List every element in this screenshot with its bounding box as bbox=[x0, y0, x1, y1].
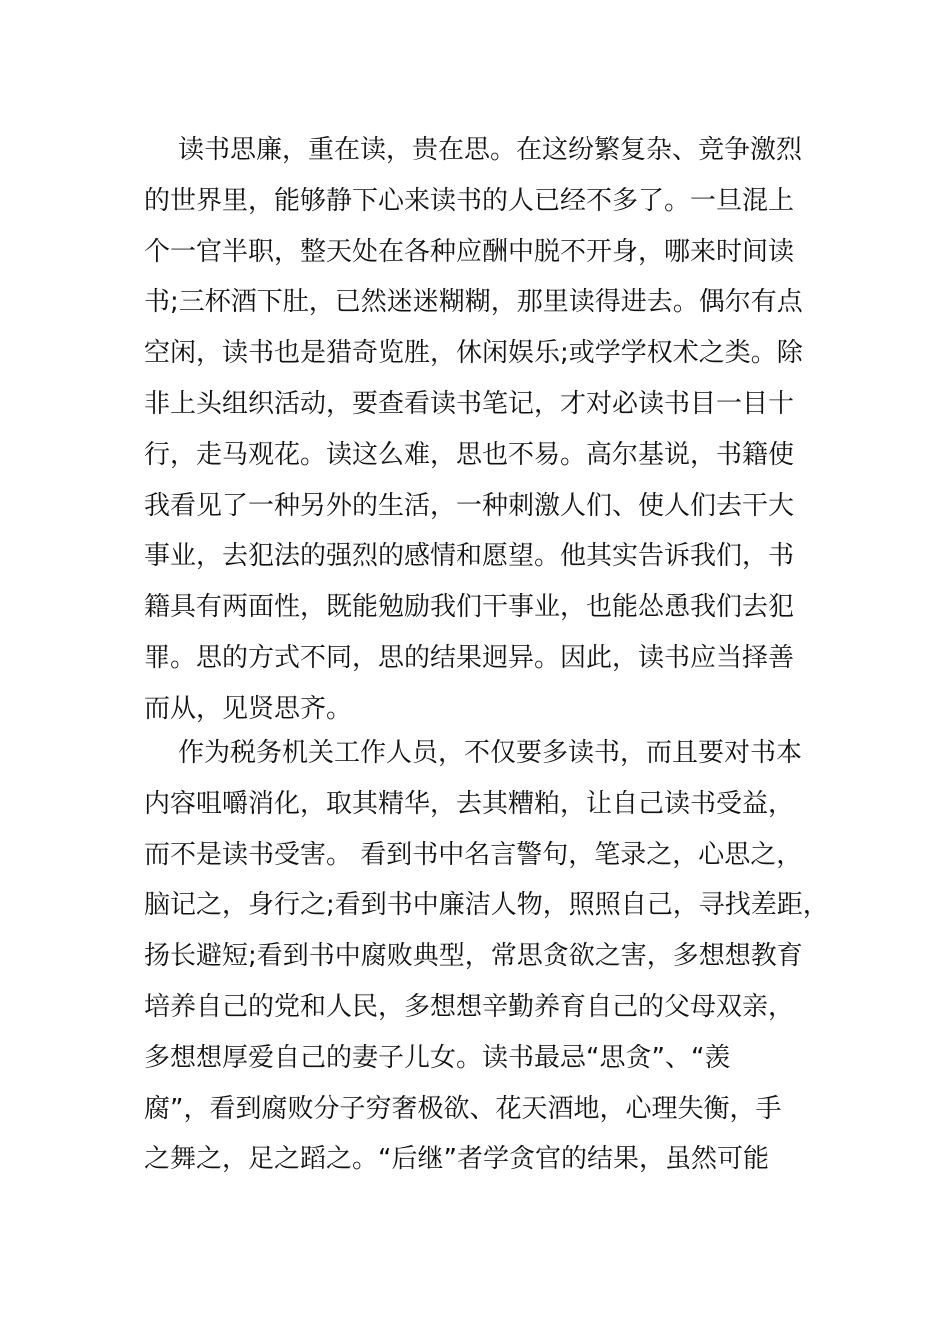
paragraph-line: 之舞之，足之蹈之。“后继”者学贪官的结果，虽然可能 bbox=[144, 1144, 769, 1175]
paragraph-line: 的世界里，能够静下心来读书的人已经不多了。一旦混上 bbox=[144, 185, 795, 216]
paragraph-line: 我看见了一种另外的生活，一种刺激人们、使人们去干大 bbox=[144, 490, 795, 521]
paragraph-line: 腐”，看到腐败分子穷奢极欲、花天酒地，心理失衡，手 bbox=[144, 1093, 782, 1124]
paragraph-line: 事业，去犯法的强烈的感情和愿望。他其实告诉我们，书 bbox=[144, 541, 795, 572]
paragraph-line: 作为税务机关工作人员，不仅要多读书，而且要对书本 bbox=[178, 738, 803, 768]
paragraph-line: 籍具有两面性，既能勉励我们干事业，也能怂恿我们去犯 bbox=[144, 592, 795, 623]
paragraph-line: 读书思廉，重在读，贵在思。在这纷繁复杂、竞争激烈 bbox=[178, 135, 803, 165]
paragraph-line: 个一官半职，整天处在各种应酬中脱不开身，哪来时间读 bbox=[144, 236, 795, 267]
paragraph-line: 脑记之，身行之;看到书中廉洁人物，照照自己，寻找差距， bbox=[144, 890, 829, 921]
paragraph-2 bbox=[144, 728, 829, 1185]
paragraph-line: 培养自己的党和人民，多想想辛勤养育自己的父母双亲， bbox=[144, 991, 795, 1022]
paragraph-line: 非上头组织活动，要查看读书笔记，才对必读书目一目十 bbox=[144, 388, 795, 419]
paragraph-line: 书;三杯酒下肚，已然迷迷糊糊，那里读得进去。偶尔有点 bbox=[144, 287, 803, 318]
paragraph-line: 空闲，读书也是猎奇览胜，休闲娱乐;或学学权术之类。除 bbox=[144, 338, 803, 369]
paragraph-1 bbox=[144, 125, 809, 735]
paragraph-line: 而从，见贤思齐。 bbox=[144, 693, 353, 724]
paragraph-line: 扬长避短;看到书中腐败典型，常思贪欲之害，多想想教育 bbox=[144, 941, 803, 972]
paragraph-line: 罪。思的方式不同，思的结果迥异。因此，读书应当择善 bbox=[144, 642, 795, 673]
paragraph-line: 内容咀嚼消化，取其精华，去其糟粕，让自己读书受益， bbox=[144, 788, 795, 819]
paragraph-line: 而不是读书受害。 看到书中名言警句，笔录之，心思之， bbox=[144, 839, 803, 870]
paragraph-line: 行，走马观花。读这么难，思也不易。高尔基说，书籍使 bbox=[144, 439, 795, 470]
paragraph-line: 多想想厚爱自己的妻子儿女。读书最忌“思贪”、“羡 bbox=[144, 1042, 731, 1073]
